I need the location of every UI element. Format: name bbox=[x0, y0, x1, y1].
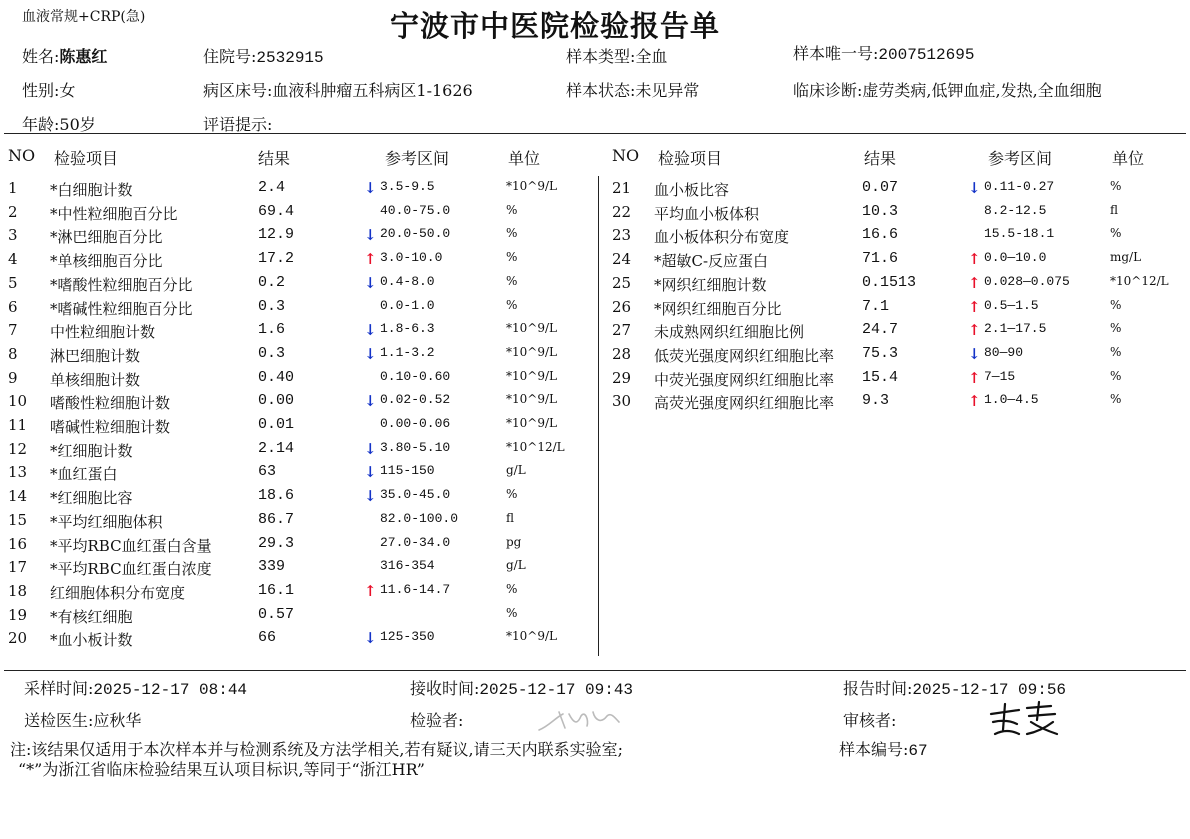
report-time-label: 报告时间: bbox=[843, 679, 913, 698]
arrow-down-icon: ↓ bbox=[364, 392, 377, 411]
row-number: 17 bbox=[8, 558, 28, 577]
reference-range: 20.0-50.0 bbox=[380, 226, 451, 242]
arrow-up-icon: ↑ bbox=[968, 273, 981, 292]
sex-field bbox=[22, 78, 75, 101]
arrow-up-icon: ↑ bbox=[968, 368, 981, 387]
collect-time: 2025-12-17 08:44 bbox=[93, 681, 248, 699]
arrow-up-icon: ↑ bbox=[364, 250, 377, 269]
test-result: 0.00 bbox=[258, 392, 295, 410]
name-label: 姓名: bbox=[22, 47, 60, 66]
header-unit-left: 单位 bbox=[508, 149, 541, 168]
arrow-down-icon: ↓ bbox=[364, 487, 377, 506]
test-item-name: *有核红细胞 bbox=[50, 607, 133, 626]
row-number: 4 bbox=[8, 250, 18, 269]
arrow-up-icon: ↑ bbox=[968, 250, 981, 269]
receive-time: 2025-12-17 09:43 bbox=[479, 681, 634, 699]
reviewer-label: 审核者: bbox=[843, 711, 897, 730]
reference-range: 316-354 bbox=[380, 558, 435, 574]
unit: pg bbox=[506, 534, 522, 549]
report-time-field bbox=[843, 676, 1066, 699]
hr-mark-note: “*”为浙江省临床检验结果互认项目标识,等同于“浙江HR” bbox=[18, 760, 425, 779]
doctor-label: 送检医生: bbox=[24, 711, 94, 730]
reference-range: 0.10-0.60 bbox=[380, 368, 451, 384]
arrow-down-icon: ↓ bbox=[364, 273, 377, 292]
arrow-down-icon: ↓ bbox=[364, 463, 377, 482]
arrow-up-icon: ↑ bbox=[968, 392, 981, 411]
patient-name: 陈惠红 bbox=[59, 47, 108, 66]
test-result: 2.14 bbox=[258, 439, 295, 457]
arrow-down-icon: ↓ bbox=[364, 179, 377, 197]
receive-time-label: 接收时间: bbox=[410, 679, 480, 698]
test-result: 0.40 bbox=[258, 368, 295, 386]
test-item-name: 淋巴细胞计数 bbox=[50, 346, 141, 365]
admission-field bbox=[203, 44, 324, 67]
reference-range: 0.4-8.0 bbox=[380, 273, 435, 289]
row-number: 22 bbox=[612, 202, 632, 221]
unit: % bbox=[506, 226, 518, 241]
arrow-down-icon: ↓ bbox=[968, 179, 981, 197]
test-item-name: *淋巴细胞百分比 bbox=[50, 228, 163, 247]
test-result: 7.1 bbox=[862, 297, 890, 315]
sample-state: 未见异常 bbox=[635, 81, 700, 100]
unit: % bbox=[1110, 297, 1122, 312]
row-number: 30 bbox=[612, 392, 632, 411]
test-item-name: 低荧光强度网织红细胞比率 bbox=[654, 346, 835, 365]
test-result: 0.3 bbox=[258, 297, 286, 315]
sample-state-field bbox=[566, 78, 699, 101]
header-item-right: 检验项目 bbox=[658, 149, 723, 168]
arrow-down-icon: ↓ bbox=[968, 344, 981, 363]
test-result: 0.07 bbox=[862, 179, 899, 196]
admission-label: 住院号: bbox=[203, 47, 257, 66]
test-result: 15.4 bbox=[862, 368, 899, 386]
row-number: 13 bbox=[8, 463, 28, 482]
doctor-field bbox=[24, 708, 141, 731]
row-number: 12 bbox=[8, 439, 28, 458]
reference-range: 11.6-14.7 bbox=[380, 581, 451, 597]
test-result: 63 bbox=[258, 463, 277, 481]
unit: g/L bbox=[506, 463, 526, 478]
test-item-name: *中性粒细胞百分比 bbox=[50, 204, 178, 223]
test-item-name: *平均红细胞体积 bbox=[50, 512, 163, 531]
unit: *10^9/L bbox=[506, 368, 557, 383]
doctor: 应秋华 bbox=[93, 711, 142, 730]
test-item-name: 单核细胞计数 bbox=[50, 370, 141, 389]
diagnosis: 虚劳类病,低钾血症,发热,全血细胞 bbox=[862, 81, 1102, 100]
tester-signature bbox=[535, 704, 625, 736]
reference-range: 0.028—0.075 bbox=[984, 273, 1070, 289]
reviewer-signature bbox=[985, 700, 1065, 738]
test-result: 1.6 bbox=[258, 321, 286, 339]
reference-range: 0.00-0.06 bbox=[380, 416, 451, 431]
row-number: 14 bbox=[8, 487, 28, 506]
test-result: 24.7 bbox=[862, 321, 899, 339]
reference-range: 0.11-0.27 bbox=[984, 179, 1055, 194]
reference-range: 2.1—17.5 bbox=[984, 321, 1047, 337]
row-number: 28 bbox=[612, 344, 632, 363]
test-result: 12.9 bbox=[258, 226, 295, 244]
reference-range: 3.5-9.5 bbox=[380, 179, 435, 194]
test-item-name: *白细胞计数 bbox=[50, 181, 133, 199]
test-result: 75.3 bbox=[862, 344, 899, 362]
test-item-name: 未成熟网织红细胞比例 bbox=[654, 323, 805, 342]
reference-range: 125-350 bbox=[380, 629, 435, 645]
sample-no: 67 bbox=[908, 742, 928, 760]
comment-label: 评语提示: bbox=[203, 115, 273, 134]
header-no-right: NO bbox=[612, 146, 640, 165]
test-result: 0.3 bbox=[258, 344, 286, 362]
test-result: 339 bbox=[258, 558, 286, 576]
header-range-left: 参考区间 bbox=[385, 149, 450, 168]
test-result: 29.3 bbox=[258, 534, 295, 552]
sample-type-field bbox=[566, 44, 667, 67]
arrow-up-icon: ↑ bbox=[968, 297, 981, 316]
admission-number: 2532915 bbox=[256, 49, 324, 67]
unit: *10^9/L bbox=[506, 629, 557, 644]
column-divider bbox=[598, 176, 599, 656]
sample-state-label: 样本状态: bbox=[566, 81, 636, 100]
reference-range: 0.02-0.52 bbox=[380, 392, 451, 408]
row-number: 27 bbox=[612, 321, 632, 340]
header-item-left: 检验项目 bbox=[54, 149, 119, 168]
report-time: 2025-12-17 09:56 bbox=[912, 681, 1067, 699]
receive-time-field bbox=[410, 676, 633, 699]
diagnosis-field bbox=[793, 78, 1102, 101]
unit: *10^12/L bbox=[506, 439, 565, 454]
test-item-name: 嗜酸性粒细胞计数 bbox=[50, 394, 171, 413]
reference-range: 15.5-18.1 bbox=[984, 226, 1055, 242]
test-item-name: *单核细胞百分比 bbox=[50, 252, 163, 271]
sample-no-label: 样本编号: bbox=[839, 740, 909, 759]
age: 50岁 bbox=[59, 115, 96, 134]
row-number: 16 bbox=[8, 534, 28, 553]
arrow-down-icon: ↓ bbox=[364, 344, 377, 363]
row-number: 25 bbox=[612, 273, 632, 292]
sex-label: 性别: bbox=[22, 81, 60, 100]
test-result: 0.1513 bbox=[862, 273, 917, 291]
row-number: 23 bbox=[612, 226, 632, 245]
reference-range: 82.0-100.0 bbox=[380, 510, 459, 526]
unit: fl bbox=[506, 510, 515, 525]
reference-range: 80—90 bbox=[984, 344, 1024, 360]
test-item-name: *红细胞计数 bbox=[50, 441, 133, 460]
patient-name-field bbox=[22, 44, 107, 67]
test-item-name: 中性粒细胞计数 bbox=[50, 323, 156, 342]
ward-label: 病区床号: bbox=[203, 81, 273, 100]
test-item-name: *网织红细胞百分比 bbox=[654, 299, 782, 318]
unit: % bbox=[1110, 179, 1122, 193]
test-item-name: *嗜酸性粒细胞百分比 bbox=[50, 275, 193, 294]
header-result-left: 结果 bbox=[258, 149, 291, 168]
arrow-down-icon: ↓ bbox=[364, 321, 377, 340]
reference-range: 1.1-3.2 bbox=[380, 344, 435, 360]
row-number: 29 bbox=[612, 368, 632, 387]
unit: g/L bbox=[506, 558, 526, 573]
reference-range: 115-150 bbox=[380, 463, 435, 479]
row-number: 2 bbox=[8, 202, 18, 221]
test-item-name: *嗜碱性粒细胞百分比 bbox=[50, 299, 193, 318]
arrow-down-icon: ↓ bbox=[364, 629, 377, 648]
test-result: 2.4 bbox=[258, 179, 286, 196]
reference-range: 7—15 bbox=[984, 368, 1016, 384]
table-top-rule bbox=[4, 133, 1186, 134]
unit: % bbox=[1110, 368, 1122, 383]
row-number: 8 bbox=[8, 344, 18, 363]
row-number: 21 bbox=[612, 179, 632, 197]
test-result: 16.6 bbox=[862, 226, 899, 244]
sample-type: 全血 bbox=[635, 47, 668, 66]
row-number: 7 bbox=[8, 321, 18, 340]
reference-range: 3.0-10.0 bbox=[380, 250, 443, 266]
header-no-left: NO bbox=[8, 146, 36, 165]
test-result: 0.2 bbox=[258, 273, 286, 291]
test-item-name: *血小板计数 bbox=[50, 631, 133, 650]
page-title: 宁波市中医院检验报告单 bbox=[389, 9, 720, 43]
unit: % bbox=[1110, 321, 1122, 336]
row-number: 3 bbox=[8, 226, 18, 245]
reference-range: 1.0—4.5 bbox=[984, 392, 1039, 408]
row-number: 20 bbox=[8, 629, 28, 648]
test-result: 9.3 bbox=[862, 392, 890, 410]
unit: % bbox=[506, 581, 518, 596]
unit: fl bbox=[1110, 202, 1119, 217]
row-number: 5 bbox=[8, 273, 18, 292]
unit: % bbox=[1110, 226, 1122, 241]
test-item-name: *超敏C-反应蛋白 bbox=[654, 252, 769, 271]
unit: *10^9/L bbox=[506, 179, 557, 193]
test-item-name: 平均血小板体积 bbox=[654, 204, 760, 223]
unit: *10^12/L bbox=[1110, 273, 1169, 288]
test-result: 71.6 bbox=[862, 250, 899, 268]
ward: 血液科肿瘤五科病区1-1626 bbox=[272, 81, 473, 100]
test-item-name: 中荧光强度网织红细胞比率 bbox=[654, 370, 835, 389]
unit: % bbox=[506, 202, 518, 217]
arrow-up-icon: ↑ bbox=[364, 581, 377, 600]
disclaimer-note: 注:该结果仅适用于本次样本并与检测系统及方法学相关,若有疑议,请三天内联系实验室; bbox=[10, 740, 623, 759]
sample-uid-label: 样本唯一号: bbox=[793, 44, 879, 63]
unit: % bbox=[506, 250, 518, 265]
test-item-name: 嗜碱性粒细胞计数 bbox=[50, 418, 171, 436]
row-number: 6 bbox=[8, 297, 18, 316]
unit: *10^9/L bbox=[506, 321, 557, 336]
test-item-name: 高荧光强度网织红细胞比率 bbox=[654, 394, 835, 413]
collect-time-field bbox=[24, 676, 247, 699]
test-result: 16.1 bbox=[258, 581, 295, 599]
test-item-name: 红细胞体积分布宽度 bbox=[50, 583, 186, 602]
tester-label: 检验者: bbox=[410, 711, 464, 730]
header-unit-right: 单位 bbox=[1112, 149, 1145, 168]
unit: *10^9/L bbox=[506, 416, 557, 430]
unit: *10^9/L bbox=[506, 344, 557, 359]
test-result: 10.3 bbox=[862, 202, 899, 220]
unit: % bbox=[506, 605, 518, 620]
test-result: 17.2 bbox=[258, 250, 295, 268]
unit: % bbox=[506, 273, 518, 288]
test-item-name: 血小板比容 bbox=[654, 181, 730, 199]
row-number: 15 bbox=[8, 510, 28, 529]
reference-range: 35.0-45.0 bbox=[380, 487, 451, 503]
test-item-name: *红细胞比容 bbox=[50, 489, 133, 508]
test-item-name: *血红蛋白 bbox=[50, 465, 118, 484]
unit: % bbox=[1110, 344, 1122, 359]
unit: mg/L bbox=[1110, 250, 1142, 265]
unit: % bbox=[506, 487, 518, 502]
sample-type-label: 样本类型: bbox=[566, 47, 636, 66]
arrow-down-icon: ↓ bbox=[364, 439, 377, 458]
reference-range: 8.2-12.5 bbox=[984, 202, 1047, 218]
row-number: 26 bbox=[612, 297, 632, 316]
row-number: 24 bbox=[612, 250, 632, 269]
unit: *10^9/L bbox=[506, 392, 557, 407]
test-item-name: *平均RBC血红蛋白浓度 bbox=[50, 560, 212, 579]
unit: % bbox=[1110, 392, 1122, 407]
report-type: 血液常规+CRP(急) bbox=[22, 9, 146, 25]
reference-range: 40.0-75.0 bbox=[380, 202, 451, 218]
sample-uid-field bbox=[793, 41, 974, 64]
row-number: 10 bbox=[8, 392, 28, 411]
sample-uid: 2007512695 bbox=[878, 46, 975, 64]
diagnosis-label: 临床诊断: bbox=[793, 81, 863, 100]
comment-field bbox=[203, 112, 272, 135]
sex: 女 bbox=[59, 81, 76, 100]
test-result: 18.6 bbox=[258, 487, 295, 505]
reference-range: 3.80-5.10 bbox=[380, 439, 451, 455]
header-result-right: 结果 bbox=[864, 149, 897, 168]
test-result: 86.7 bbox=[258, 510, 295, 528]
sample-no-field bbox=[839, 737, 928, 760]
row-number: 11 bbox=[8, 416, 28, 434]
table-bottom-rule bbox=[4, 670, 1186, 671]
header-range-right: 参考区间 bbox=[988, 149, 1053, 168]
arrow-down-icon: ↓ bbox=[364, 226, 377, 245]
test-result: 0.57 bbox=[258, 605, 295, 623]
reference-range: 0.0-1.0 bbox=[380, 297, 435, 313]
row-number: 1 bbox=[8, 179, 18, 197]
row-number: 19 bbox=[8, 605, 28, 624]
row-number: 9 bbox=[8, 368, 18, 387]
test-result: 69.4 bbox=[258, 202, 295, 220]
unit: % bbox=[506, 297, 518, 312]
reference-range: 0.5—1.5 bbox=[984, 297, 1039, 313]
age-field bbox=[22, 112, 96, 135]
age-label: 年龄: bbox=[22, 115, 60, 134]
test-item-name: 血小板体积分布宽度 bbox=[654, 228, 790, 247]
test-result: 66 bbox=[258, 629, 277, 647]
test-item-name: *平均RBC血红蛋白含量 bbox=[50, 536, 212, 555]
reference-range: 0.0—10.0 bbox=[984, 250, 1047, 266]
test-result: 0.01 bbox=[258, 416, 295, 433]
arrow-up-icon: ↑ bbox=[968, 321, 981, 340]
ward-field bbox=[203, 78, 473, 101]
collect-time-label: 采样时间: bbox=[24, 679, 94, 698]
row-number: 18 bbox=[8, 581, 28, 600]
reference-range: 1.8-6.3 bbox=[380, 321, 435, 337]
reference-range: 27.0-34.0 bbox=[380, 534, 451, 550]
test-item-name: *网织红细胞计数 bbox=[654, 275, 767, 294]
